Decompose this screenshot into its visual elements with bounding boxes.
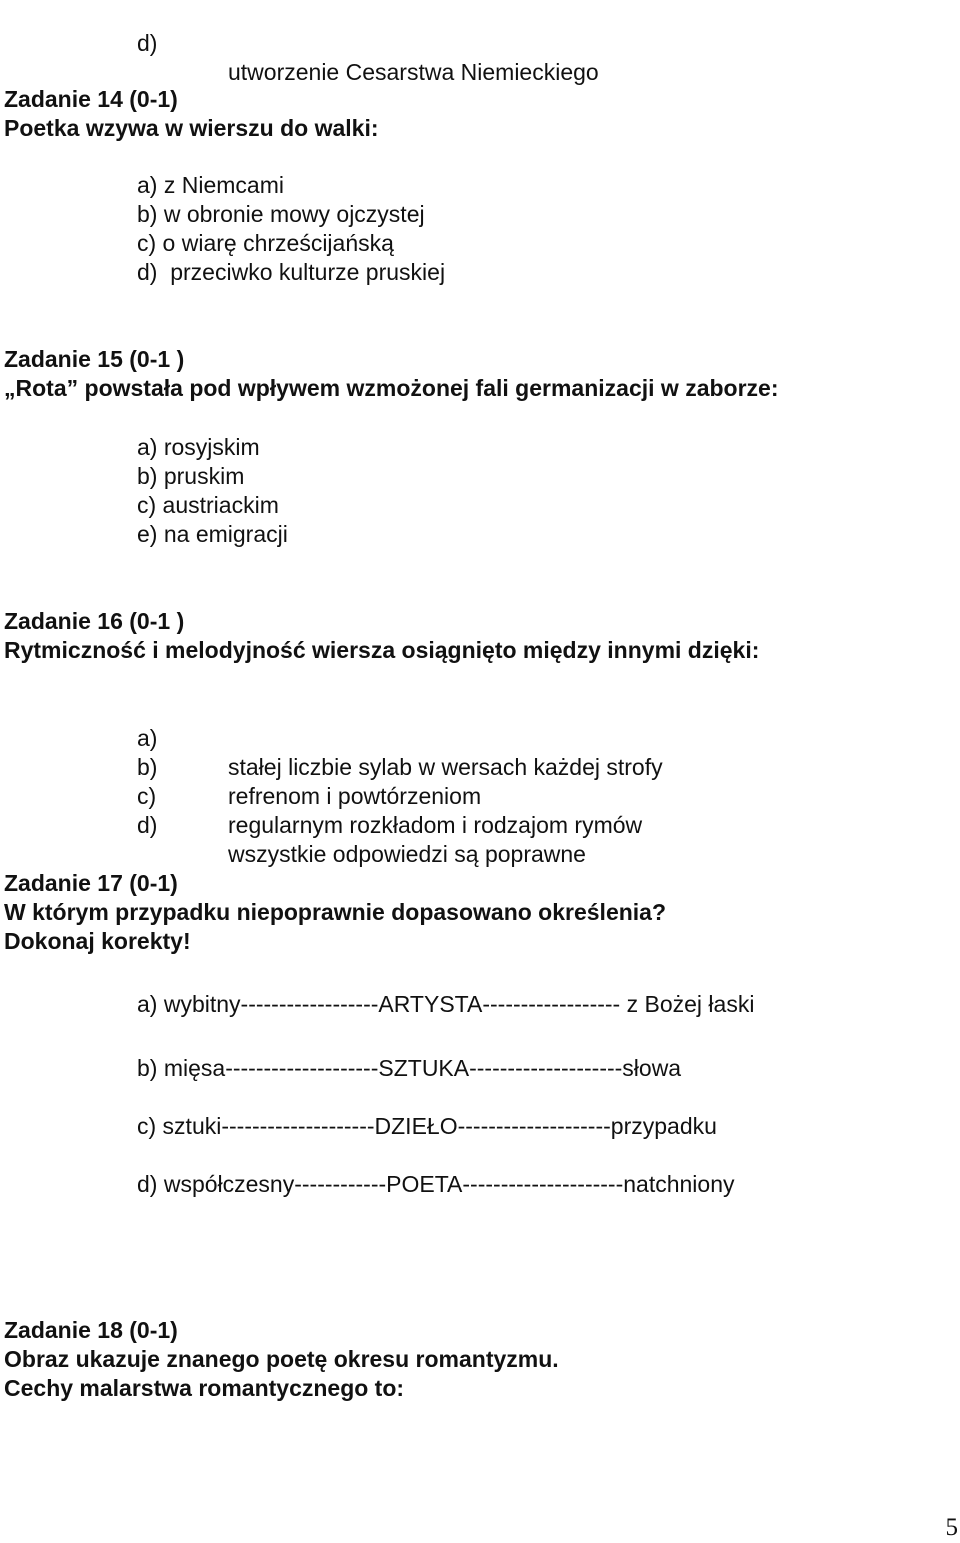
option-letter: d)	[137, 30, 158, 56]
option-text: utworzenie Cesarstwa Niemieckiego	[228, 59, 599, 85]
task-16-question: Rytmiczność i melodyjność wiersza osiągnięto między innymi dzięki:	[4, 637, 760, 663]
task-15-option-b: b) pruskim	[137, 463, 245, 489]
task-15-header: Zadanie 15 (0-1 )	[4, 346, 185, 372]
task-14-option-b: b) w obronie mowy ojczystej	[137, 201, 425, 227]
task-14-question: Poetka wzywa w wierszu do walki:	[4, 115, 379, 141]
task-17-header: Zadanie 17 (0-1)	[4, 870, 178, 896]
carryover-option	[0, 0, 960, 85]
quote-open: „	[4, 375, 16, 401]
question-rest: powstała pod wpływem wzmożonej fali germanizacji w zaborze:	[78, 375, 779, 401]
option-letter: b)	[137, 754, 158, 780]
task-17-instruction: Dokonaj korekty!	[4, 928, 191, 954]
task-18-header: Zadanie 18 (0-1)	[4, 1317, 178, 1343]
task-14-header: Zadanie 14 (0-1)	[4, 86, 178, 112]
option-text: refrenom i powtórzeniom	[228, 783, 482, 809]
task-17-pair-c: c) sztuki--------------------DZIEŁO--------------------przypadku	[137, 1113, 717, 1139]
task-17-pair-d: d) współczesny------------POETA---------------------natchniony	[137, 1171, 735, 1197]
option-text: stałej liczbie sylab w wersach każdej strofy	[228, 754, 663, 780]
option-text: regularnym rozkładom i rodzajom rymów	[228, 812, 643, 838]
task-15-option-e: e) na emigracji	[137, 521, 288, 547]
task-17-pair-b: b) mięsa--------------------SZTUKA--------------------słowa	[137, 1055, 682, 1081]
task-15-option-a: a) rosyjskim	[137, 434, 260, 460]
task-16-header: Zadanie 16 (0-1 )	[4, 608, 185, 634]
option-letter: c)	[137, 783, 157, 809]
option-text: wszystkie odpowiedzi są poprawne	[228, 841, 586, 867]
quote-close: ”	[66, 375, 79, 401]
task-17-question: W którym przypadku niepoprawnie dopasowano określenia?	[4, 899, 667, 925]
task-14-option-a: a) z Niemcami	[137, 172, 284, 198]
task-18-question: Obraz ukazuje znanego poetę okresu romantyzmu.	[4, 1346, 559, 1372]
task-18-instruction: Cechy malarstwa romantycznego to:	[4, 1375, 405, 1401]
option-letter: a)	[137, 725, 158, 751]
poem-title: Rota	[15, 375, 67, 401]
task-15-option-c: c) austriackim	[137, 492, 279, 518]
task-14-option-d: d) przeciwko kulturze pruskiej	[137, 259, 446, 285]
task-14-option-c: c) o wiarę chrześcijańską	[137, 230, 394, 256]
option-letter: d)	[137, 812, 158, 838]
task-15-question	[4, 374, 778, 403]
page-number: 5	[945, 1514, 958, 1541]
task-16-option-a	[0, 695, 960, 780]
task-17-pair-a: a) wybitny------------------ARTYSTA------------------ z Bożej łaski	[137, 991, 755, 1017]
